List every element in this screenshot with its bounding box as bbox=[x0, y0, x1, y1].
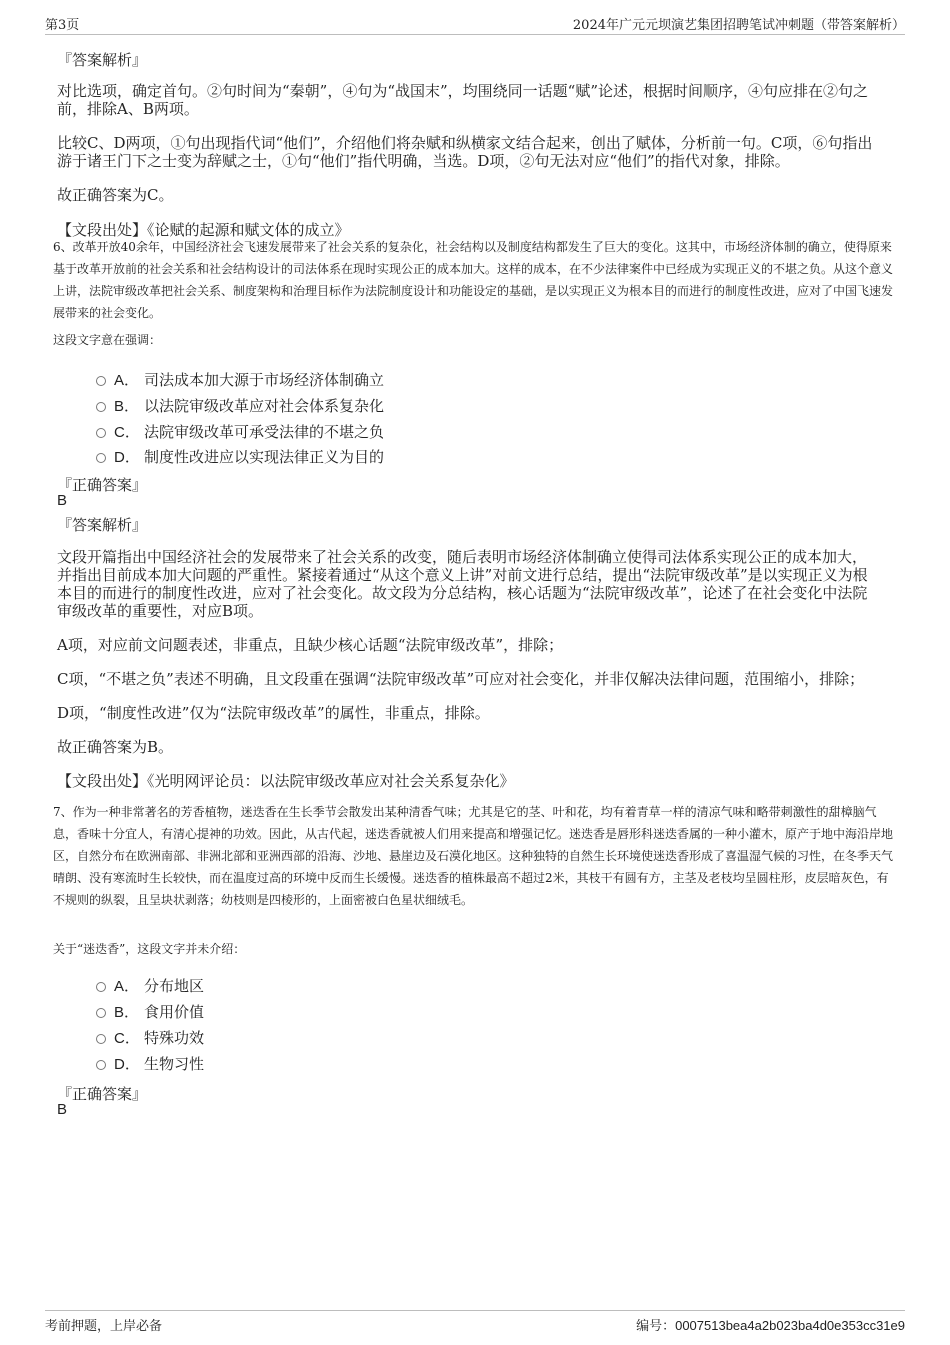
q7-question: 关于“迷迭香”，这段文字并未介绍： bbox=[53, 942, 246, 956]
q6-option-a[interactable]: A． 司法成本加大源于市场经济体制确立 bbox=[96, 369, 384, 389]
q7-option-d[interactable]: D． 生物习性 bbox=[96, 1053, 204, 1073]
document-code: 编号：0007513bea4a2b023ba4d0e353cc31e9 bbox=[636, 1318, 905, 1334]
q6-passage: 6、改革开放40余年，中国经济社会飞速发展带来了社会关系的复杂化，社会结构以及制度结构都发生了巨大的变化。这其中，市场经济体制的确立，使得原来基于改革开放前的社会关系和社会结构设计的司法体系在现时实现公正的成本加大。这样的成本，在不少法律案件中已经成为实现正义的不堪之负。从这个意义上讲，法院审级改革把社会关系、制度架构和治理目标作为法院制度设计和功能设定的基础，是以实现正义为根本目的而进行的制度性改进，应对了中国飞速发展带来的社会变化。 bbox=[53, 240, 894, 320]
q6-analysis-paragraph: D项，“制度性改进”仅为“法院审级改革”的属性，非重点，排除。 bbox=[57, 704, 490, 722]
radio-icon[interactable] bbox=[96, 1034, 106, 1044]
footer-slogan: 考前押题，上岸必备 bbox=[45, 1319, 163, 1334]
document-title: 2024年广元元坝演艺集团招聘笔试冲刺题（带答案解析） bbox=[572, 18, 905, 33]
q6-source: 【文段出处】《光明网评论员：以法院审级改革应对社会关系复杂化》 bbox=[57, 772, 515, 790]
page-header bbox=[45, 12, 905, 35]
q6-option-c[interactable]: C． 法院审级改革可承受法律的不堪之负 bbox=[96, 421, 384, 441]
q5-analysis-paragraph: 比较C、D两项，①句出现指代词“他们”，介绍他们将杂赋和纵横家文结合起来，创出了赋体，分析前一句。C项，⑥句指出游于诸王门下之士变为辞赋之士，①句“他们”指代明确，当选。D项，②句无法对应“他们”的指代对象，排除。 bbox=[57, 134, 873, 170]
q7-option-a[interactable]: A． 分布地区 bbox=[96, 975, 204, 995]
q7-option-b[interactable]: B． 食用价值 bbox=[96, 1001, 204, 1021]
radio-icon[interactable] bbox=[96, 1008, 106, 1018]
q5-analysis-paragraph: 对比选项，确定首句。②句时间为“秦朝”，④句为“战国末”，均围绕同一话题“赋”论述，根据时间顺序，④句应排在②句之前，排除A、B两项。 bbox=[57, 82, 869, 118]
q6-answer-label: 『正确答案』 bbox=[57, 476, 148, 494]
radio-icon[interactable] bbox=[96, 1060, 106, 1070]
q6-analysis-paragraph: 文段开篇指出中国经济社会的发展带来了社会关系的改变，随后表明市场经济体制确立使得司法体系实现公正的成本加大，并指出目前成本加大问题的严重性。紧接着通过“从这个意义上讲”对前文进行总结，提出“法院审级改革”是以实现正义为根本目的而进行的制度性改进，应对了社会变化。故文段为分总结构，核心话题为“法院审级改革”，论述了在社会变化中法院审级改革的重要性，对应B项。 bbox=[57, 548, 868, 620]
q5-conclusion: 故正确答案为C。 bbox=[57, 186, 174, 204]
q6-option-d[interactable]: D． 制度性改进应以实现法律正义为目的 bbox=[96, 446, 384, 466]
q5-source: 【文段出处】《论赋的起源和赋文体的成立》 bbox=[57, 221, 350, 239]
radio-icon[interactable] bbox=[96, 376, 106, 386]
q6-analysis-label: 『答案解析』 bbox=[57, 516, 148, 534]
q6-conclusion: 故正确答案为B。 bbox=[57, 738, 174, 756]
page-footer bbox=[45, 1310, 905, 1333]
q6-analysis-paragraph: C项，“不堪之负”表述不明确，且文段重在强调“法院审级改革”可应对社会变化，并非仅解决法律问题，范围缩小，排除； bbox=[57, 670, 865, 688]
radio-icon[interactable] bbox=[96, 428, 106, 438]
radio-icon[interactable] bbox=[96, 402, 106, 412]
q7-answer-label: 『正确答案』 bbox=[57, 1085, 148, 1103]
q7-answer: B bbox=[57, 1101, 68, 1118]
page-number: 第3页 bbox=[45, 18, 80, 33]
radio-icon[interactable] bbox=[96, 982, 106, 992]
q7-passage: 7、作为一种非常著名的芳香植物，迷迭香在生长季节会散发出某种清香气味；尤其是它的茎、叶和花，均有着青草一样的清凉气味和略带刺激性的甜樟脑气息，香味十分宜人，有清心提神的功效。因此，从古代起，迷迭香就被人们用来提高和增强记忆。迷迭香是唇形科迷迭香属的一种小灌木，原产于地中海沿岸地区，自然分布在欧洲南部、非洲北部和亚洲西部的沿海、沙地、悬崖边及石漠化地区。这种独特的自然生长环境使迷迭香形成了喜温湿气候的习性，在冬季天气晴朗、没有寒流时生长较快，而在温度过高的环境中反而生长缓慢。迷迭香的植株最高不超过2米，其枝干有圆有方，主茎及老枝均呈圆柱形，皮层暗灰色，有不规则的纵裂，且呈块状剥落；幼枝则是四棱形的，上面密被白色星状细绒毛。 bbox=[53, 805, 894, 907]
q6-question: 这段文字意在强调： bbox=[53, 333, 162, 347]
q6-answer: B bbox=[57, 492, 68, 509]
q6-option-b[interactable]: B． 以法院审级改革应对社会体系复杂化 bbox=[96, 395, 384, 415]
q6-analysis-paragraph: A项，对应前文问题表述，非重点，且缺少核心话题“法院审级改革”，排除； bbox=[57, 636, 564, 654]
q5-analysis-label: 『答案解析』 bbox=[57, 51, 148, 69]
q7-option-c[interactable]: C． 特殊功效 bbox=[96, 1027, 204, 1047]
radio-icon[interactable] bbox=[96, 453, 106, 463]
